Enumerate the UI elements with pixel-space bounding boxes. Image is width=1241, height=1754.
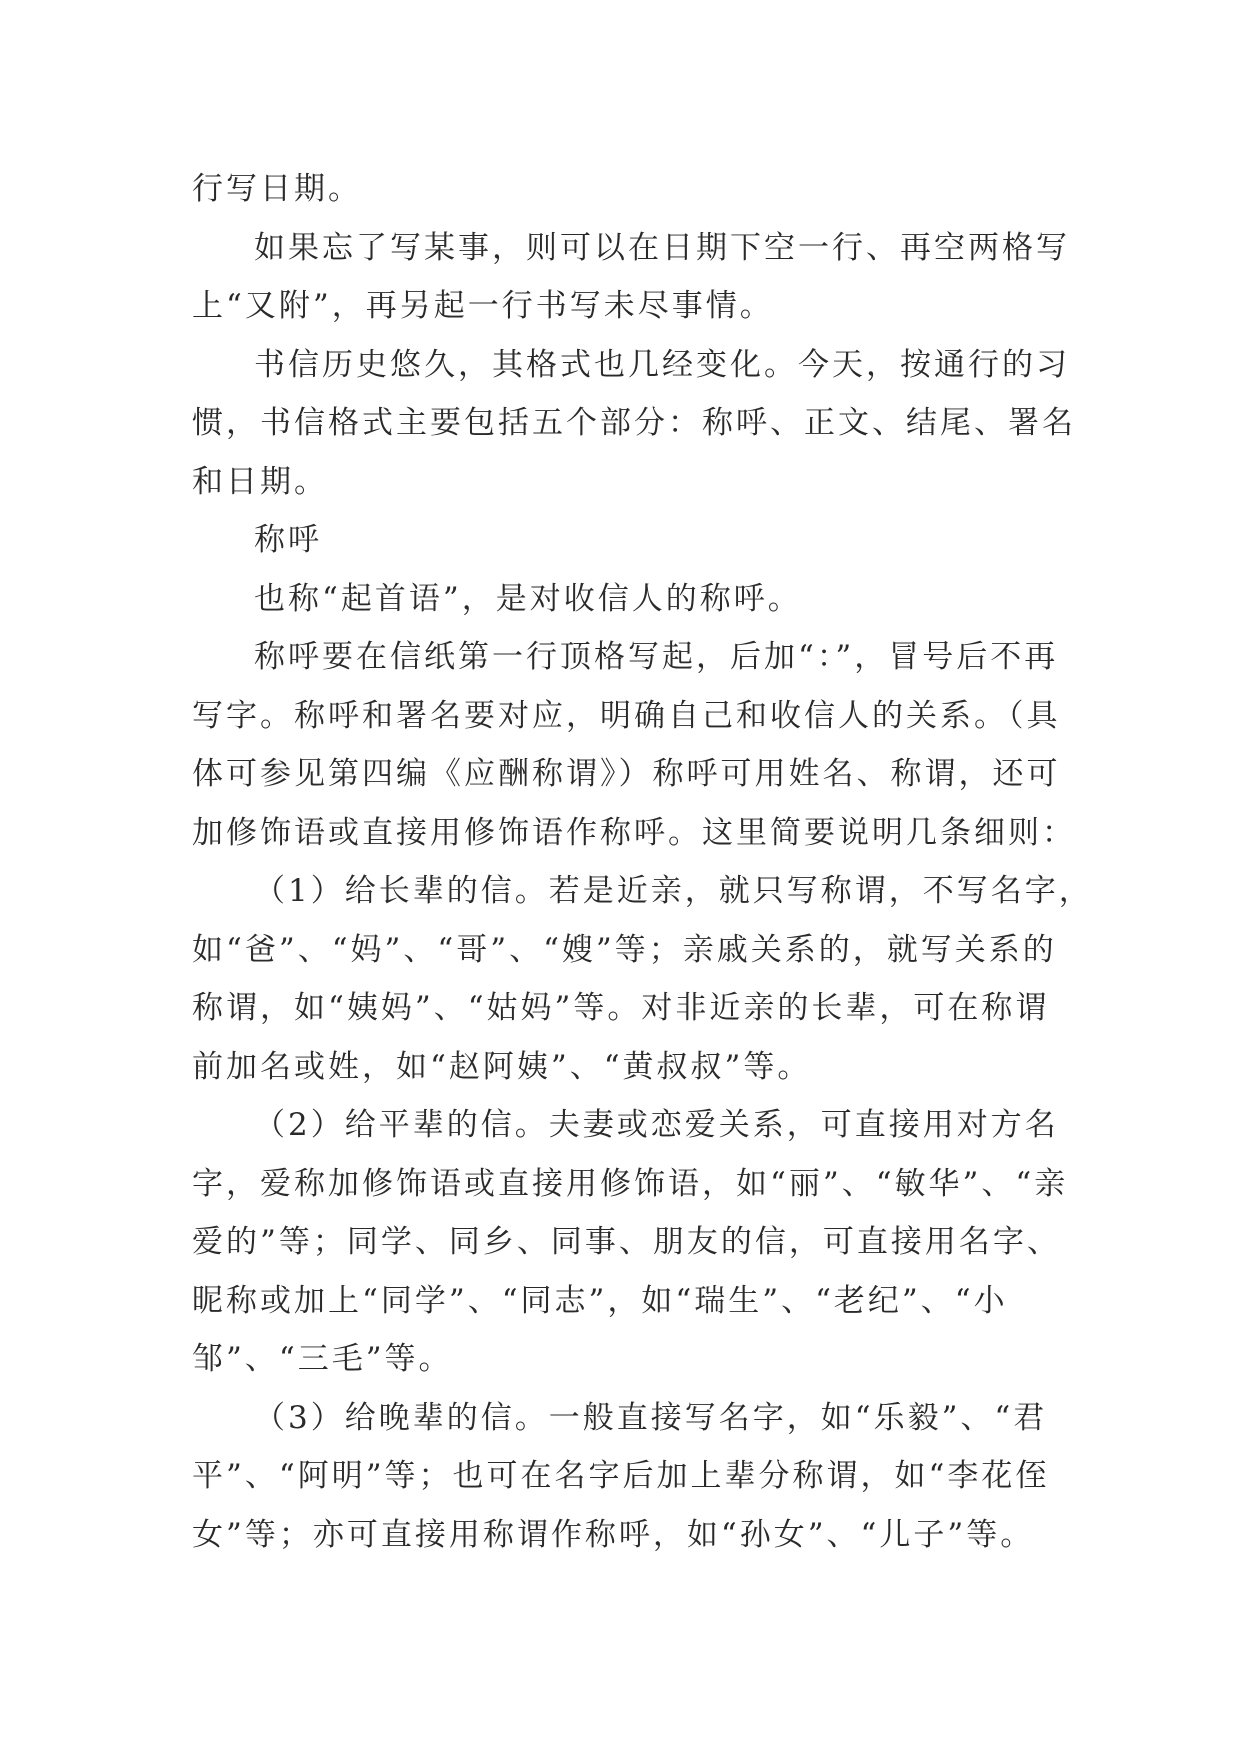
- paragraph-line: 也称“起首语”，是对收信人的称呼。: [254, 580, 802, 617]
- paragraph-line: （1）给长辈的信。若是近亲，就只写称谓，不写名字，: [254, 873, 1093, 909]
- paragraph-line: 昵称或加上“同学”、“同志”，如“瑞生”、“老纪”、“小: [192, 1282, 1008, 1319]
- paragraph-line: 书信历史悠久，其格式也几经变化。今天，按通行的习: [254, 346, 1070, 383]
- paragraph-line: 平”、“阿明”等；也可在名字后加上辈分称谓，如“李花侄: [192, 1458, 1050, 1494]
- paragraph-line: （3）给晚辈的信。一般直接写名字，如“乐毅”、“君: [254, 1399, 1048, 1436]
- paragraph-line: 邹”、“三毛”等。: [192, 1341, 453, 1377]
- paragraph-line: 称呼要在信纸第一行顶格写起，后加“：”，冒号后不再: [254, 639, 1059, 675]
- paragraph-line: 如果忘了写某事，则可以在日期下空一行、再空两格写: [254, 229, 1070, 266]
- paragraph-line: 体可参见第四编《应酬称谓》）称呼可用姓名、称谓，还可: [192, 756, 1061, 792]
- paragraph-line: 和日期。: [192, 463, 328, 500]
- section-heading: 称呼: [254, 522, 322, 558]
- paragraph-line: 上“又附”，再另起一行书写未尽事情。: [192, 288, 774, 324]
- paragraph-line: 加修饰语或直接用修饰语作称呼。这里简要说明几条细则：: [192, 814, 1076, 851]
- paragraph-line: 称谓，如“姨妈”、“姑妈”等。对非近亲的长辈，可在称谓: [192, 990, 1050, 1026]
- paragraph-line: 字，爱称加修饰语或直接用修饰语，如“丽”、“敏华”、“亲: [192, 1165, 1069, 1202]
- paragraph-line: 如“爸”、“妈”、“哥”、“嫂”等；亲戚关系的，就写关系的: [192, 931, 1057, 968]
- paragraph-line: 爱的”等；同学、同乡、同事、朋友的信，可直接用名字、: [192, 1224, 1061, 1260]
- paragraph-line: （2）给平辈的信。夫妻或恋爱关系，可直接用对方名: [254, 1107, 1059, 1143]
- paragraph-line: 女”等；亦可直接用称谓作称呼，如“孙女”、“儿子”等。: [192, 1516, 1035, 1553]
- paragraph-line: 写字。称呼和署名要对应，明确自己和收信人的关系。（具: [192, 697, 1061, 734]
- paragraph-line: 惯，书信格式主要包括五个部分：称呼、正文、结尾、署名: [192, 405, 1076, 441]
- paragraph-line: 行写日期。: [192, 171, 362, 207]
- document-body: [192, 160, 1093, 1564]
- paragraph-line: 前加名或姓，如“赵阿姨”、“黄叔叔”等。: [192, 1048, 812, 1085]
